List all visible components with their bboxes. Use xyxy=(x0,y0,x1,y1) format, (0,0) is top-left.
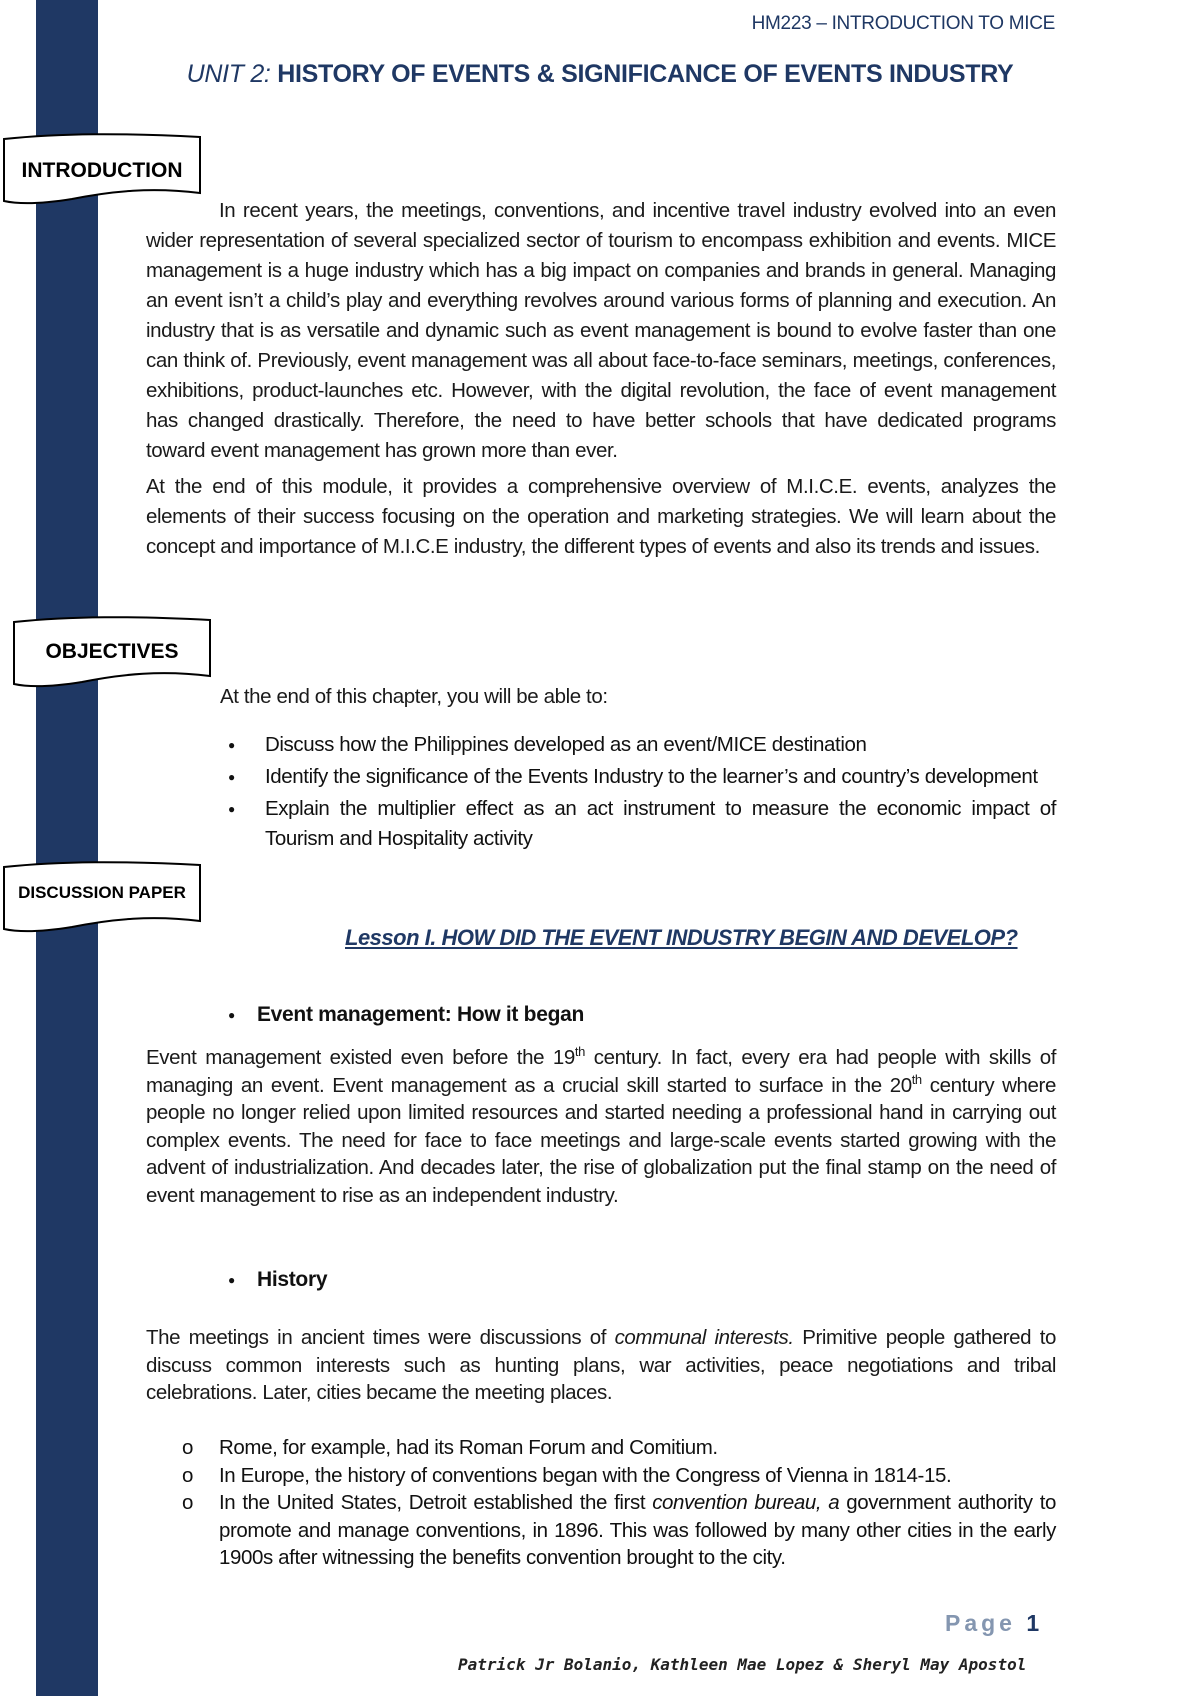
course-header: HM223 – INTRODUCTION TO MICE xyxy=(751,13,1055,34)
intro-paragraph-2: At the end of this module, it provides a comprehensive overview of M.I.C.E. events, analyzes the elements of their success focusing on the operation and marketing strategies. We will learn about the concept and importance of M.I.C.E industry, the different types of events and also its trends and issues. xyxy=(146,475,1056,558)
history-heading: ● History xyxy=(220,1268,327,1292)
history-item-text-a: In the United States, Detroit established the first xyxy=(219,1491,653,1514)
history-text-b: Primitive people gathered to discuss common interests such as hunting plans, war activities, peace negotiations and tribal celebrations. Later, cities became the meeting places. xyxy=(146,1326,1056,1404)
lesson-title: Lesson I. HOW DID THE EVENT INDUSTRY BEGIN AND DEVELOP? xyxy=(345,925,1018,950)
discussion-label: DISCUSSION PAPER xyxy=(18,883,186,902)
objective-item: ● Explain the multiplier effect as an act instrument to measure the economic impact of Tourism and Hospitality activity xyxy=(220,794,1056,854)
page-number-value: 1 xyxy=(1026,1610,1040,1636)
history-list xyxy=(146,1434,1056,1572)
superscript: th xyxy=(911,1071,922,1087)
objectives-lead: At the end of this chapter, you will be able to: xyxy=(220,685,608,708)
began-paragraph xyxy=(146,1044,1056,1209)
introduction-body xyxy=(146,196,1056,568)
history-item-emphasis: convention bureau, a xyxy=(652,1491,840,1514)
introduction-label: INTRODUCTION xyxy=(21,159,183,182)
discussion-banner xyxy=(2,861,202,931)
unit-title-text: HISTORY OF EVENTS & SIGNIFICANCE OF EVENTS INDUSTRY xyxy=(270,60,1014,88)
history-item: o Rome, for example, had its Roman Forum and Comitium. xyxy=(146,1434,1056,1462)
began-text-a: Event management existed even before the 19 xyxy=(146,1046,575,1069)
history-item: o In Europe, the history of conventions began with the Congress of Vienna in 1814-15. xyxy=(146,1462,1056,1490)
sidebar-band xyxy=(36,0,98,1696)
objectives-label: OBJECTIVES xyxy=(45,640,179,663)
intro-paragraph-1: In recent years, the meetings, conventions, and incentive travel industry evolved into an even wider representation of several specialized sector of tourism to encompass exhibition and events. MICE management is a huge industry which has a big impact on companies and brands in general. Managing an event isn’t a child’s play and everything revolves around various forms of planning and execution. An industry that is as versatile and dynamic such as event management is bound to evolve faster than one can think of. Previously, event management was all about face-to-face seminars, meetings, conferences, exhibitions, product-launches etc. However, with the digital revolution, the face of event management has changed drastically. Therefore, the need to have better schools that have dedicated programs toward event management has grown more than ever. xyxy=(146,199,1056,462)
authors-footer: Patrick Jr Bolanio, Kathleen Mae Lopez & Sheryl May Apostol xyxy=(458,1655,1027,1674)
history-emphasis: communal interests. xyxy=(614,1326,794,1349)
introduction-banner xyxy=(2,133,202,203)
began-text-c: century where people no longer relied upon limited resources and started needing a professional hand in carrying out complex events. The need for face to face meetings and large-scale events started growing with the advent of industrialization. And decades later, the rise of globalization put the final stamp on the need of event management to rise as an independent industry. xyxy=(146,1073,1056,1207)
unit-prefix: UNIT 2: xyxy=(186,60,271,88)
page-label: Page xyxy=(945,1610,1016,1636)
began-text-b: century. In fact, every era had people with skills of managing an event. Event management as a crucial skill started to surface in the 20 xyxy=(146,1046,1057,1097)
objectives-list xyxy=(220,730,1056,856)
history-item-text-b: government authority to promote and manage conventions, in 1896. This was followed by many other cities in the early 1900s after witnessing the benefits convention brought to the city. xyxy=(219,1491,1056,1569)
history-item xyxy=(146,1489,1056,1572)
history-text-a: The meetings in ancient times were discussions of xyxy=(146,1326,615,1349)
superscript: th xyxy=(574,1044,585,1060)
objective-item: ● Discuss how the Philippines developed as an event/MICE destination xyxy=(220,730,1056,760)
objective-item: ● Identify the significance of the Events Industry to the learner’s and country’s development xyxy=(220,762,1056,792)
page-title xyxy=(0,60,1200,89)
page-number xyxy=(945,1610,1039,1637)
began-heading: ● Event management: How it began xyxy=(220,1003,584,1027)
history-paragraph xyxy=(146,1324,1056,1407)
objectives-banner xyxy=(12,616,212,686)
